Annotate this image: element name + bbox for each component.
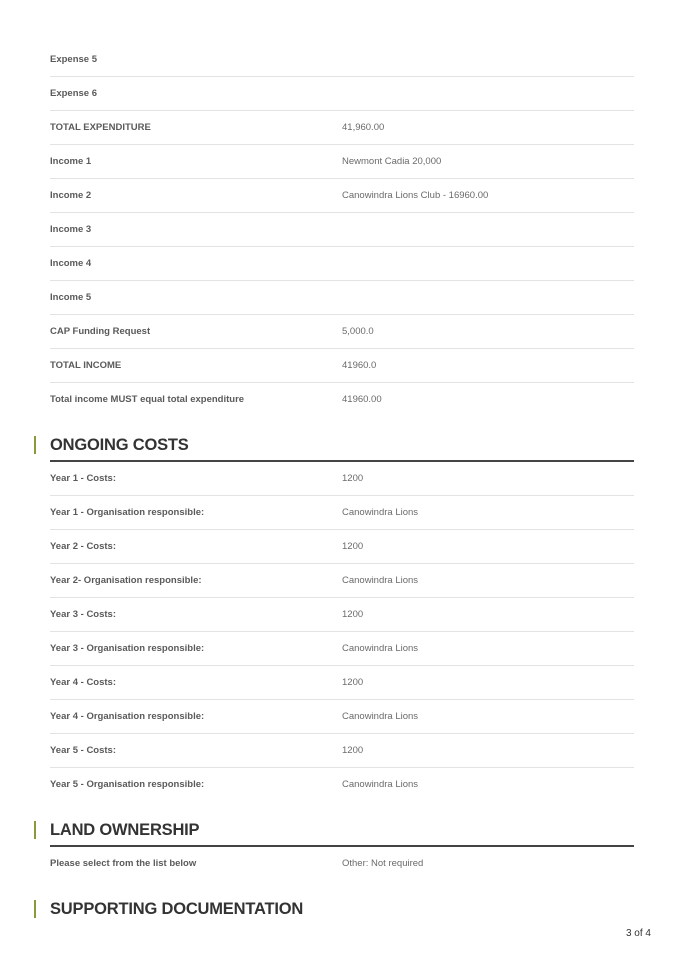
field-label: Expense 5 [50, 54, 97, 65]
field-label: Income 2 [50, 190, 92, 201]
form-content [50, 43, 634, 924]
field-label: Year 5 - Costs: [50, 745, 116, 756]
field-label: Income 5 [50, 292, 92, 303]
section-header-land-ownership [50, 815, 634, 847]
field-label: CAP Funding Request [50, 326, 151, 337]
ongoing-costs-table [50, 462, 634, 801]
field-label: Income 4 [50, 258, 92, 269]
field-value: Canowindra Lions [342, 711, 419, 722]
field-value: 41,960.00 [342, 122, 385, 133]
field-value: 1200 [342, 677, 364, 688]
section-title: LAND OWNERSHIP [50, 820, 200, 839]
field-value: Newmont Cadia 20,000 [342, 156, 442, 167]
page-indicator: 3 of 4 [625, 928, 651, 939]
field-value: 5,000.0 [342, 326, 374, 337]
field-value: 41960.00 [342, 394, 382, 405]
section-accent-bar [34, 436, 36, 454]
section-title: SUPPORTING DOCUMENTATION [50, 899, 304, 918]
field-value: Canowindra Lions Club - 16960.00 [342, 190, 489, 201]
table-row [50, 179, 634, 213]
field-label: Year 4 - Organisation responsible: [50, 711, 205, 722]
field-label: Year 1 - Organisation responsible: [50, 507, 205, 518]
field-value: 41960.0 [342, 360, 377, 371]
field-label: Year 2- Organisation responsible: [50, 575, 202, 586]
field-label: Year 2 - Costs: [50, 541, 116, 552]
field-label: TOTAL EXPENDITURE [50, 122, 151, 133]
section-header-ongoing-costs [50, 430, 634, 462]
section-accent-bar [34, 821, 36, 839]
field-label: Income 3 [50, 224, 92, 235]
table-row [50, 281, 634, 315]
section-header-supporting-documentation [50, 894, 634, 924]
table-row [50, 247, 634, 281]
field-value: Canowindra Lions [342, 779, 419, 790]
table-row [50, 213, 634, 247]
section-accent-bar [34, 900, 36, 918]
table-row [50, 564, 634, 598]
field-label: Year 5 - Organisation responsible: [50, 779, 205, 790]
field-label: Year 1 - Costs: [50, 473, 116, 484]
field-value: 1200 [342, 473, 364, 484]
table-row [50, 145, 634, 179]
table-row [50, 383, 634, 416]
field-value: 1200 [342, 541, 364, 552]
table-row [50, 77, 634, 111]
field-label: Please select from the list below [50, 858, 197, 869]
field-label: Year 3 - Costs: [50, 609, 116, 620]
financials-table [50, 43, 634, 416]
field-label: Total income MUST equal total expenditure [50, 394, 245, 405]
field-value: 1200 [342, 745, 364, 756]
table-row [50, 666, 634, 700]
table-row [50, 847, 634, 880]
table-row [50, 734, 634, 768]
table-row [50, 530, 634, 564]
field-value: Other: Not required [342, 858, 424, 869]
table-row [50, 768, 634, 801]
field-value: 1200 [342, 609, 364, 620]
table-row [50, 111, 634, 145]
field-value: Canowindra Lions [342, 507, 419, 518]
table-row [50, 43, 634, 77]
table-row [50, 496, 634, 530]
table-row [50, 700, 634, 734]
table-row [50, 315, 634, 349]
table-row [50, 598, 634, 632]
table-row [50, 632, 634, 666]
table-row [50, 462, 634, 496]
table-row [50, 349, 634, 383]
section-title: ONGOING COSTS [50, 435, 189, 454]
field-label: Year 3 - Organisation responsible: [50, 643, 205, 654]
field-value: Canowindra Lions [342, 575, 419, 586]
field-label: Year 4 - Costs: [50, 677, 116, 688]
field-value: Canowindra Lions [342, 643, 419, 654]
field-label: TOTAL INCOME [50, 360, 122, 371]
land-ownership-table [50, 847, 634, 880]
field-label: Expense 6 [50, 88, 97, 99]
field-label: Income 1 [50, 156, 92, 167]
